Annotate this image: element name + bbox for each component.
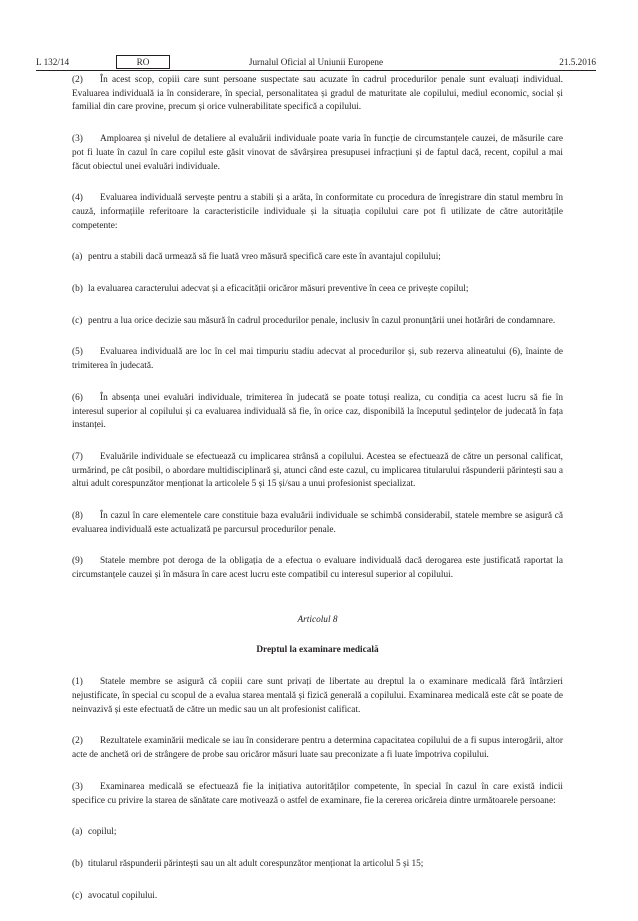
list-letter: (b) xyxy=(72,284,83,295)
paragraph-text: Rezultatele examinării medicale se iau în considerare pentru a determina capacitatea copilului de a fi supus interogării, altor acte de anchetă ori de strângere de probe sau oricăror măsuri luate sau preconizate a fi luate împotriva copilului. xyxy=(72,736,563,761)
article-list-item-a xyxy=(72,826,563,840)
article-paragraph-2 xyxy=(72,735,563,762)
list-text: pentru a lua orice decizie sau măsură în cadrul procedurilor penale, inclusiv în cazul pronunțării unei hotărâri de condamnare. xyxy=(88,315,556,326)
page-reference: L 132/14 xyxy=(36,57,70,67)
paragraph-number: (3) xyxy=(72,134,83,145)
language-badge: RO xyxy=(116,55,170,69)
article-list-item-b xyxy=(72,858,563,872)
paragraph-9 xyxy=(72,555,563,582)
list-letter: (a) xyxy=(72,827,83,838)
header-divider xyxy=(36,70,596,71)
list-text: titularul răspunderii părintești sau un alt adult corespunzător menționat la articolul 5 și 15; xyxy=(88,858,424,869)
paragraph-text: Evaluările individuale se efectuează cu implicarea strânsă a copilului. Acestea se efectuează de către un personal calificat, urmărind, pe cât posibil, o abordare multidisciplinară și, atunci când este cazul, cu implicarea titularului răspunderii părintești sau a altui adult corespunzător menționat la articolele 5 și 15 și/sau a unui profesionist specializat. xyxy=(72,451,563,490)
article-paragraph-1 xyxy=(72,676,563,717)
paragraph-number: (5) xyxy=(72,347,83,358)
paragraph-8 xyxy=(72,510,563,537)
paragraph-number: (9) xyxy=(72,556,83,567)
paragraph-number: (7) xyxy=(72,451,83,462)
paragraph-text: Statele membre se asigură că copiii care sunt privați de libertate au dreptul la o examinare medicală fără întârzieri nejustificate, în special cu scopul de a evalua starea mentală și fizică generală a copilului. Examinarea medicală este cât se poate de neinvazivă și este efectuată de către un medic sau un alt profesionist calificat. xyxy=(72,677,563,715)
article-title: Dreptul la examinare medicală xyxy=(256,644,379,655)
journal-title: Jurnalul Oficial al Uniunii Europene xyxy=(248,57,384,67)
list-item-b xyxy=(72,283,563,297)
document-body xyxy=(72,74,563,921)
paragraph-text: Evaluarea individuală servește pentru a stabili și a arăta, în conformitate cu procedura de înregistrare din statul membru în cauză, informațiile referitoare la caracteristicile individuale și la situația copilului care pot fi utilizate de către autoritățile competente: xyxy=(72,193,563,231)
paragraph-text: Amploarea și nivelul de detaliere al evaluării individuale poate varia în funcție de circumstanțele cauzei, de măsurile care pot fi luate în cazul în care copilul este găsit vinovat de săvârșirea presupusei infracțiuni și de faptul dacă, recent, copilul a mai făcut obiectul unei evaluări individuale. xyxy=(72,134,563,172)
article-list-item-c xyxy=(72,890,563,904)
paragraph-number: (2) xyxy=(72,736,83,747)
paragraph-text: Examinarea medicală se efectuează fie la inițiativa autorităților competente, în special în cazul în care există indicii specifice cu privire la starea de sănătate care motivează o astfel de examinare, fie la cererea oricăreia dintre următoarele persoane: xyxy=(72,781,563,806)
paragraph-text: Evaluarea individuală are loc în cel mai timpuriu stadiu adecvat al procedurilor și, sub rezerva alineatului (6), înainte de trimiterea în judecată. xyxy=(72,347,563,372)
list-item-a xyxy=(72,251,563,265)
paragraph-2 xyxy=(72,74,563,115)
paragraph-7 xyxy=(72,451,563,492)
paragraph-5 xyxy=(72,346,563,373)
paragraph-text: În cazul în care elementele care constituie baza evaluării individuale se schimbă considerabil, statele membre se asigură că evaluarea individuală este actualizată pe parcursul procedurilor penale. xyxy=(72,511,563,535)
list-letter: (a) xyxy=(72,252,83,263)
paragraph-4 xyxy=(72,192,563,233)
list-item-c xyxy=(72,315,563,329)
list-letter: (c) xyxy=(72,315,83,326)
paragraph-number: (6) xyxy=(72,392,83,403)
list-text: copilul; xyxy=(88,827,117,838)
list-text: la evaluarea caracterului adecvat și a eficacității oricăror măsuri preventive în ceea ce privește copilul; xyxy=(88,284,469,295)
paragraph-text: În absența unei evaluări individuale, trimiterea în judecată se poate totuși realiza, cu condiția ca acest lucru să fie în interesul superior al copilului și ca evaluarea individuală să fie, în orice caz, disponibilă la începutul ședințelor de judecată în fața instanței. xyxy=(72,392,563,431)
paragraph-number: (2) xyxy=(72,75,83,85)
paragraph-text: Statele membre pot deroga de la obligația de a efectua o evaluare individuală dacă derogarea este justificată raportat la circumstanțele cauzei și în măsura în care acest lucru este compatibil cu interesul superior al copilului. xyxy=(72,556,563,581)
article-paragraph-3 xyxy=(72,781,563,808)
list-letter: (b) xyxy=(72,858,83,869)
paragraph-number: (1) xyxy=(72,677,83,688)
paragraph-text: În acest scop, copiii care sunt persoane suspectate sau acuzate în cadrul procedurilor penale sunt evaluați individual. Evaluarea individuală ia în considerare, în special, personalitatea și gradul de maturitate ale copilului, mediul economic, social și familial din care provine, precum și orice vulnerabilitate specifică a copilului. xyxy=(72,75,563,113)
paragraph-number: (4) xyxy=(72,193,83,204)
paragraph-number: (8) xyxy=(72,511,83,522)
list-text: avocatul copilului. xyxy=(88,890,158,901)
paragraph-3 xyxy=(72,133,563,174)
paragraph-6 xyxy=(72,392,563,433)
article-number: Articolul 8 xyxy=(297,614,338,625)
list-text: pentru a stabili dacă urmează să fie luată vreo măsură specifică care este în avantajul copilului; xyxy=(88,252,441,263)
page-header xyxy=(36,55,596,69)
publication-date: 21.5.2016 xyxy=(559,57,596,67)
list-letter: (c) xyxy=(72,890,83,901)
paragraph-number: (3) xyxy=(72,781,83,792)
